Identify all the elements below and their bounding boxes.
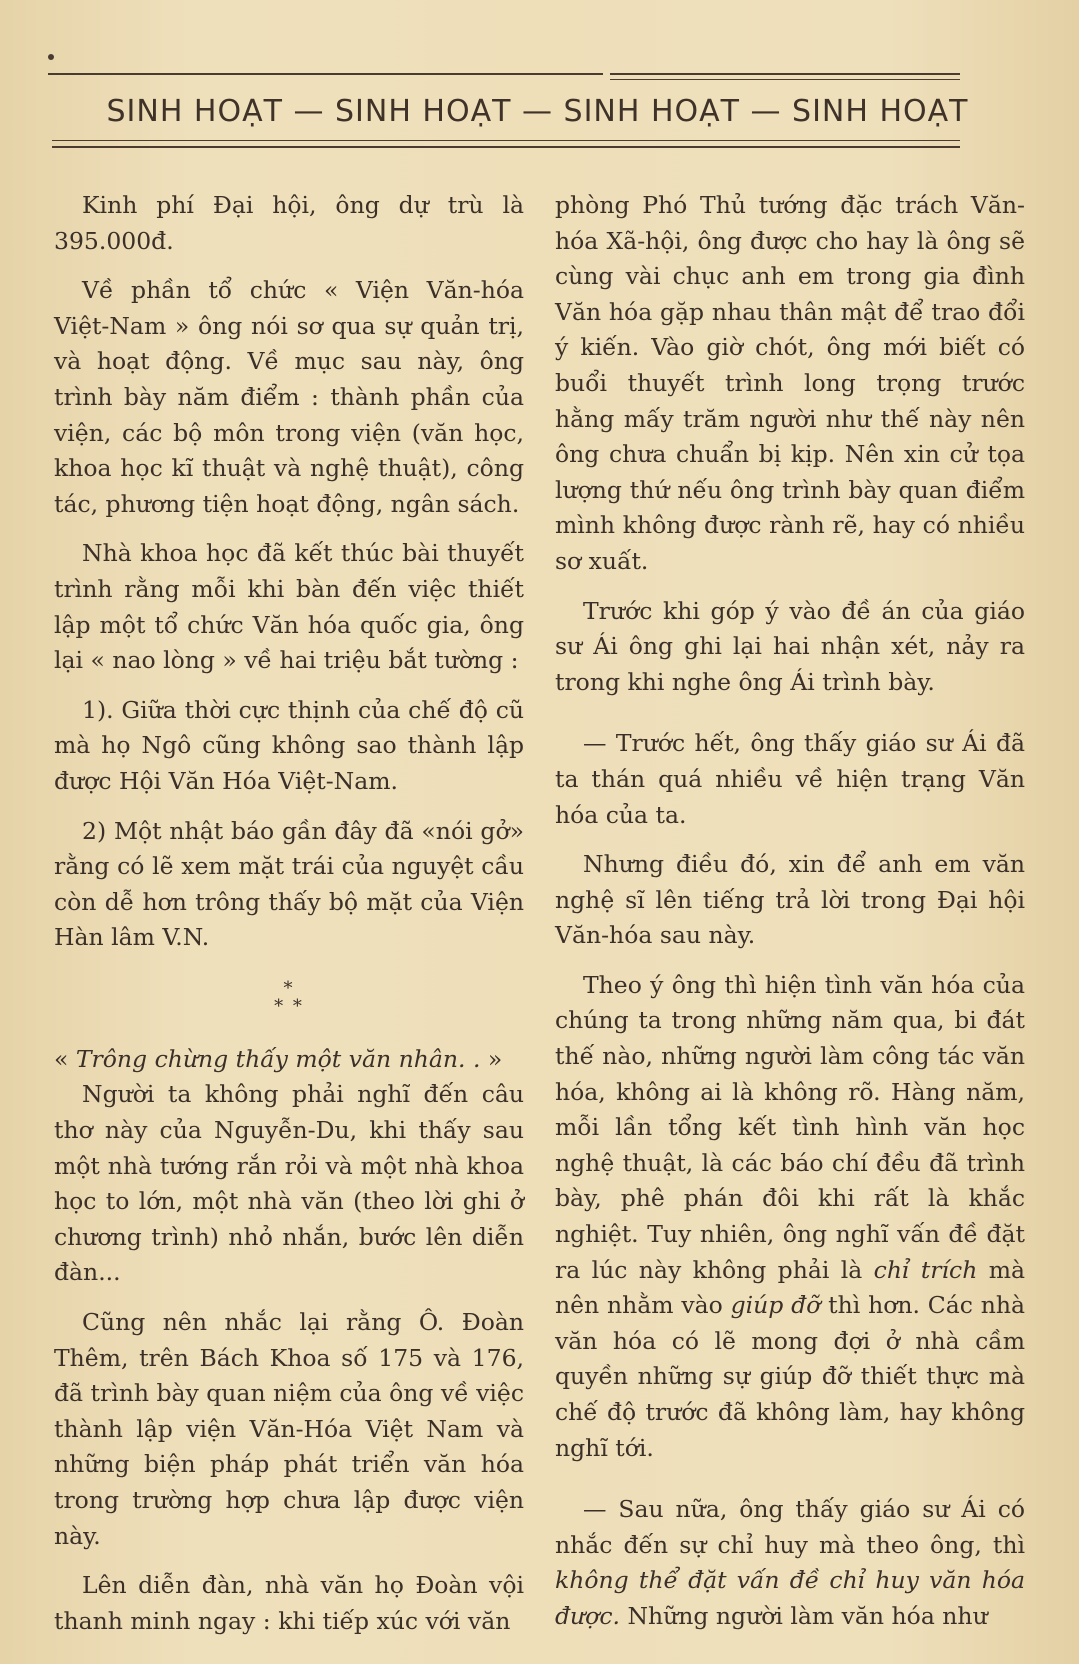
paragraph: phòng Phó Thủ tướng đặc trách Văn-hóa Xã-hội, ông được cho hay là ông sẽ cùng vài chục anh em trong gia đình Văn hóa gặp nhau thân mật để trao đổi ý kiến. Vào giờ chót, ông mới biết có buổi thuyết trình long trọng trước hằng mấy trăm người như thế này nên ông chưa chuẩn bị kịp. Nên xin cử tọa lượng thứ nếu ông trình bày quan điểm mình không được rành rẽ, hay có nhiều sơ xuất. [555, 191, 1025, 575]
paragraph: — Trước hết, ông thấy giáo sư Ái đã ta thán quá nhiều về hiện trạng Văn hóa của ta. [555, 729, 1025, 829]
emphasis: giúp đỡ [730, 1291, 821, 1320]
emphasis: chỉ trích [873, 1255, 978, 1284]
paragraph: Cũng nên nhắc lại rằng Ô. Đoàn Thêm, trên Bách Khoa số 175 và 176, đã trình bày quan niệm của ông về việc thành lập viện Văn-Hóa Việt Nam và những biện pháp phát triển văn hóa trong trường hợp chưa lập được viện này. [54, 1308, 524, 1550]
text-run: Những người làm văn hóa như [619, 1601, 988, 1630]
quote-close: » [480, 1044, 503, 1073]
paragraph [555, 968, 1025, 1466]
section-header: SINH HOẠT — SINH HOẠT — SINH HOẠT — SINH HOẠT [106, 94, 969, 129]
asterism-top: * [283, 977, 295, 999]
list-item: 2) Một nhật báo gần đây đã «nói gở» rằng có lẽ xem mặt trái của nguyệt cầu còn dễ hơn trông thấy bộ mặt của Viện Hàn lâm V.N. [54, 816, 524, 952]
text-run: thì hơn. Các nhà văn hóa có lẽ mong đợi ở nhà cầm quyền những sự giúp đỡ thiết thực mà chế độ trước đã không làm, hay không nghĩ tới. [555, 1291, 1026, 1462]
paragraph: Về phần tổ chức « Viện Văn-hóa Việt-Nam » ông nói sơ qua sự quản trị, và hoạt động. Về mục sau này, ông trình bày năm điểm : thành phần của viện, các bộ môn trong viện (văn học, khoa học kĩ thuật và nghệ thuật), công tác, phương tiện hoạt động, ngân sách. [54, 276, 524, 518]
header-top-rule-thin [610, 79, 960, 80]
quote-open: « [54, 1044, 76, 1073]
left-column [54, 188, 524, 1639]
header-top-rule [48, 73, 603, 75]
header-top-rule-right [610, 73, 960, 75]
text-run: — Sau nữa, ông thấy giáo sư Ái có nhắc đến sự chỉ huy mà theo ông, thì [555, 1495, 1025, 1559]
paragraph: Người ta không phải nghĩ đến câu thơ này của Nguyễn-Du, khi thấy sau một nhà tướng rắn rỏi và một nhà khoa học to lớn, một nhà văn (theo lời ghi ở chương trình) nhỏ nhắn, bước lên diễn đàn... [54, 1080, 524, 1287]
header-bottom-rule-thin [52, 140, 960, 141]
paragraph: Kinh phí Đại hội, ông dự trù là 395.000đ. [54, 191, 524, 255]
text-run: mà nên nhằm vào [555, 1255, 1026, 1320]
emphasis: không thể đặt vấn đề chỉ huy văn hóa được. [555, 1566, 1025, 1630]
paragraph: Trước khi góp ý vào đề án của giáo sư Ái ông ghi lại hai nhận xét, nảy ra trong khi nghe ông Ái trình bày. [555, 596, 1025, 696]
paragraph [555, 1492, 1025, 1634]
paragraph: Nhà khoa học đã kết thúc bài thuyết trình rằng mỗi khi bàn đến việc thiết lập một tổ chức Văn hóa quốc gia, ông lại « nao lòng » về hai triệu bắt tường : [54, 539, 524, 675]
right-column [555, 188, 1025, 1635]
page-mark [48, 54, 54, 60]
header-bottom-rule [52, 146, 960, 148]
paragraph: Lên diễn đàn, nhà văn họ Đoàn vội thanh minh ngay : khi tiếp xúc với văn [54, 1571, 524, 1635]
section-divider [54, 977, 524, 1017]
list-item: 1). Giữa thời cực thịnh của chế độ cũ mà họ Ngô cũng không sao thành lập được Hội Văn Hóa Việt-Nam. [54, 695, 524, 795]
asterism-bottom: * * [274, 995, 304, 1017]
quote-text: Trông chừng thấy một văn nhân. . [75, 1044, 481, 1073]
text-run: Theo ý ông thì hiện tình văn hóa của chúng ta trong những năm qua, bi đát thế nào, những người làm công tác văn hóa, không ai là không rõ. Hàng năm, mỗi lần tổng kết tình hình văn học nghệ thuật, là các báo chí đều đã trình bày, phê phán đôi khi rất là khắc nghiệt. Tuy nhiên, ông nghĩ vấn đề đặt ra lúc này không phải là [555, 970, 1025, 1284]
paragraph: Nhưng điều đó, xin để anh em văn nghệ sĩ lên tiếng trả lời trong Đại hội Văn-hóa sau này. [555, 850, 1025, 950]
quote-line [54, 1042, 524, 1078]
